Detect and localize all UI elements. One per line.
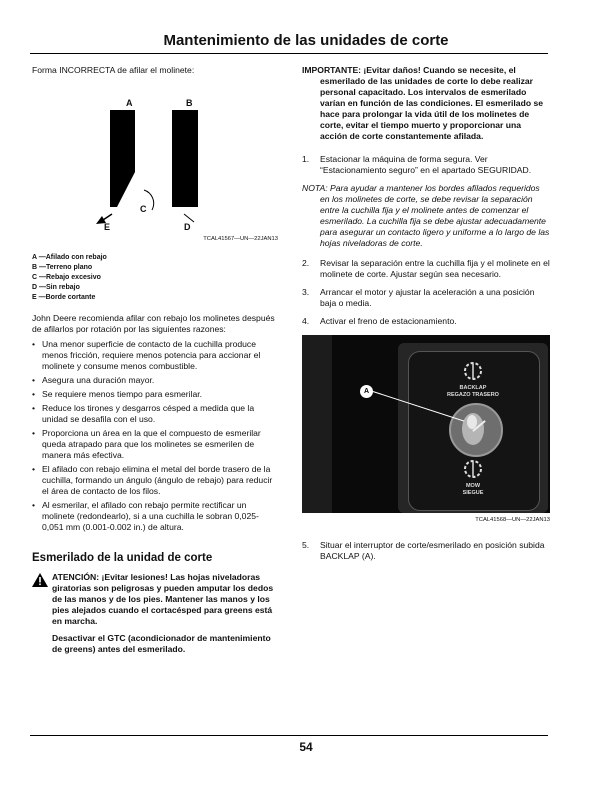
list-item: • Se requiere menos tiempo para esmerilar. xyxy=(32,389,278,400)
step-text: Situar el interruptor de corte/esmerilado en posición subida BACKLAP (A). xyxy=(320,540,545,561)
label-e: E xyxy=(104,222,111,232)
label-b: B xyxy=(186,98,193,108)
switch-photo xyxy=(302,335,550,513)
legend-item: A —Afilado con rebajo xyxy=(32,254,107,261)
caution-text: ¡Evitar lesiones! Las hojas niveladoras giratorias son peligrosas y pueden amputar los dedos de las manos y de los pies. Mantener las manos y los pies alejados cuando el cortacésped para greens está en marcha. xyxy=(52,572,274,626)
legend-item: D —Sin rebajo xyxy=(32,284,80,291)
step-number: 5. xyxy=(302,540,310,550)
steps-list-2 xyxy=(302,258,550,327)
page-title: Mantenimiento de las unidades de corte xyxy=(163,32,449,49)
list-item: • Asegura una duración mayor. xyxy=(32,375,278,386)
label-a: A xyxy=(126,98,133,108)
step-item xyxy=(302,258,550,280)
important-block xyxy=(302,65,550,142)
warning-triangle-icon xyxy=(32,573,48,587)
important-label: IMPORTANTE: xyxy=(302,65,362,75)
step-text: Revisar la separación entre la cuchilla fija y el molinete en el molinete de corte. Ajustar según sea necesario. xyxy=(320,258,550,279)
page-number: 54 xyxy=(299,740,313,754)
step-number: 4. xyxy=(302,316,310,326)
list-item: • Proporciona un área en la que el compuesto de esmerilar queda atrapado para que los molinetes se esmerilen de manera más efectiva. xyxy=(32,428,278,461)
label-d: D xyxy=(184,222,191,232)
note-text: Para ayudar a mantener los bordes afilados requeridos en los molinetes de corte, se debe revisar la separación entre la cuchilla fija y el molinete antes de comenzar el esmerilado. La cuchilla fija se debe ajustar adecuadamente para asegurar un contacto ligero y uniforme a lo largo de las hojas niveladoras de corte. xyxy=(320,183,550,248)
callout-a: A xyxy=(360,385,373,398)
label-c: C xyxy=(140,204,147,214)
steps-list-1 xyxy=(302,154,550,176)
list-item: • Una menor superficie de contacto de la cuchilla produce menos fricción, requiere menos potencia para accionar el molinete y consume menos combustible. xyxy=(32,339,278,372)
step-number: 3. xyxy=(302,287,310,297)
figure-caption: TCAL41567—UN—22JAN13 xyxy=(203,236,278,242)
step-item xyxy=(302,287,550,309)
reasons-list xyxy=(32,339,278,533)
step-text: Activar el freno de estacionamiento. xyxy=(320,316,457,326)
note-label: NOTA: xyxy=(302,183,328,193)
caution-text-2: Desactivar el GTC (acondicionador de mantenimiento de greens) antes del esmerilado. xyxy=(52,633,271,654)
section-heading: Esmerilado de la unidad de corte xyxy=(32,552,213,564)
caution-block xyxy=(32,572,278,655)
list-item: • El afilado con rebajo elimina el metal del borde trasero de la cuchilla, formando un ángulo (ángulo de rebajo) para reducir el área de contacto de los filos. xyxy=(32,464,278,497)
mow-label: MOW SIEGUE xyxy=(462,483,484,496)
mow-icon xyxy=(458,457,488,481)
step-text: Arrancar el motor y ajustar la aceleración a una posición baja o media. xyxy=(320,287,535,308)
reel-sharpening-diagram xyxy=(32,82,278,232)
legend-item: E —Borde cortante xyxy=(32,294,96,301)
reel-figure xyxy=(32,82,278,232)
note-block xyxy=(302,183,550,249)
legend-item: B —Terreno plano xyxy=(32,264,93,271)
step-item xyxy=(302,316,550,327)
footer-rule xyxy=(30,735,548,736)
right-column xyxy=(302,65,550,569)
intro-paragraph: John Deere recomienda afilar con rebajo los molinetes después de afilarlos por rotación por las siguientes razones: xyxy=(32,313,275,334)
backlap-icon xyxy=(458,359,488,383)
step-number: 1. xyxy=(302,154,310,164)
step-item xyxy=(302,540,550,562)
list-item: • Reduce los tirones y desgarros césped a medida que la unidad se desafila con el uso. xyxy=(32,403,278,425)
list-item: • Al esmerilar, el afilado con rebajo permite rectificar un molinete (redondearlo), si a una cuchilla le sobran 0,025-0,051 mm (0.001-0.002 in.) de altura. xyxy=(32,500,278,533)
step-text: Estacionar la máquina de forma segura. Ver “Estacionamiento seguro” en el apartado SEGURIDAD. xyxy=(320,154,532,175)
steps-list-3 xyxy=(302,540,550,562)
step-number: 2. xyxy=(302,258,310,268)
header-rule xyxy=(30,53,548,54)
backlap-label: BACKLAP REGAZO TRASERO xyxy=(447,385,499,398)
legend-item: C —Rebajo excesivo xyxy=(32,274,101,281)
caution-label: ATENCIÓN: xyxy=(52,572,100,582)
figure-legend xyxy=(32,253,278,303)
step-item xyxy=(302,154,550,176)
important-text: ¡Evitar daños! Cuando se necesite, el esmerilado de las unidades de corte lo debe realizar personal capacitado. Los intervalos de esmerilado varían en función de las condiciones. El esmerilado se hace para prolongar la vida útil de los molinetes de corte, evitar el tiempo muerto y proporcionar una acción de corte constantemente afilada. xyxy=(320,65,544,141)
left-column xyxy=(32,65,278,655)
figure-intro: Forma INCORRECTA de afilar el molinete: xyxy=(32,65,195,75)
photo-caption: TCAL41568—UN—22JAN13 xyxy=(475,517,550,523)
